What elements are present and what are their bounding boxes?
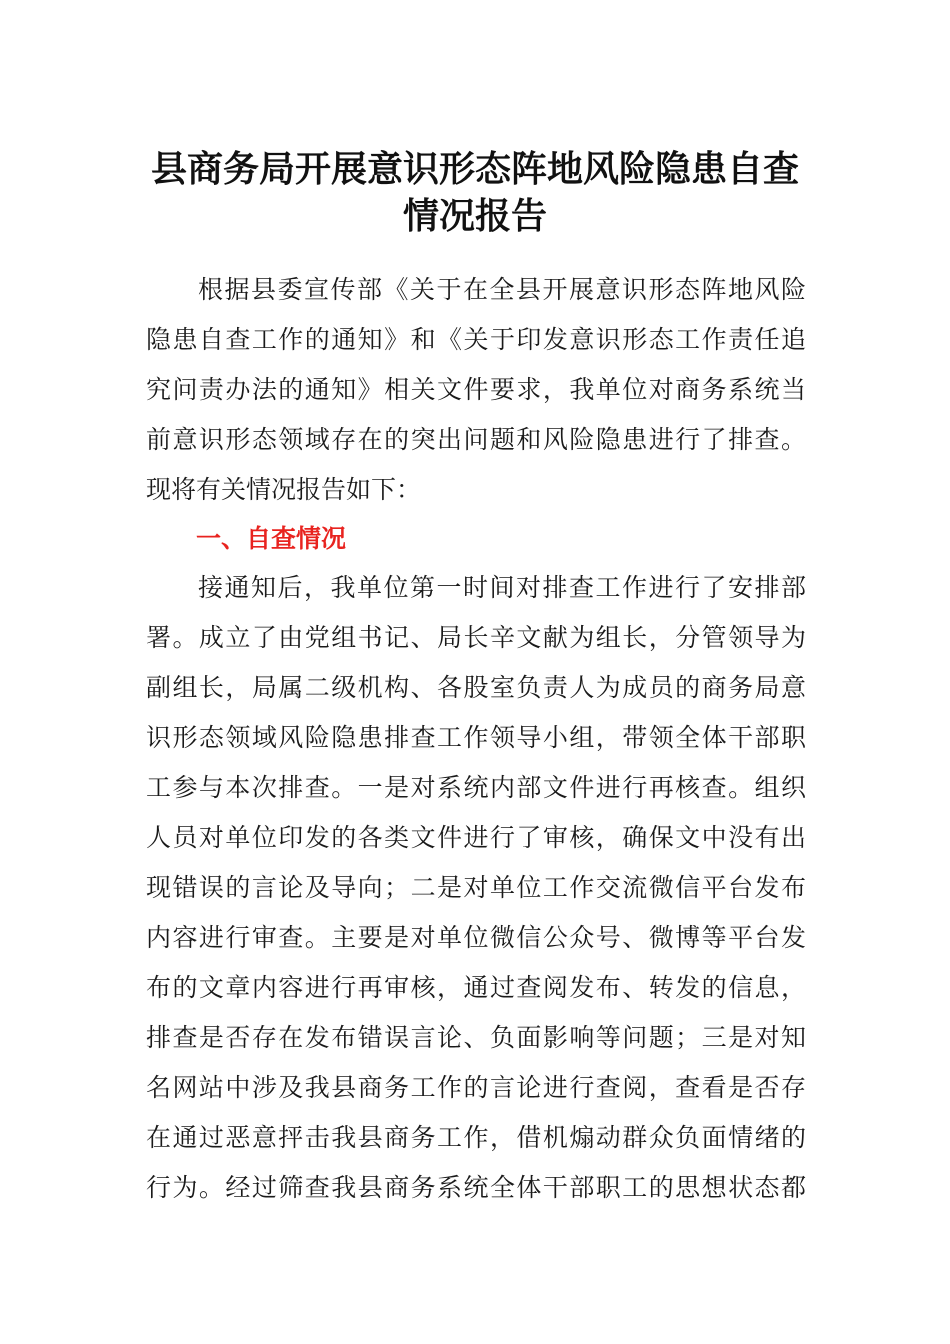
intro-line-3: 究问责办法的通知》相关文件要求，我单位对商务系统当 bbox=[146, 375, 806, 404]
intro-line-4: 前意识形态领域存在的突出问题和风险隐患进行了排查。 bbox=[146, 425, 806, 454]
section1-line-3: 副组长，局属二级机构、各股室负责人为成员的商务局意 bbox=[146, 673, 806, 702]
section1-line-1: 接通知后，我单位第一时间对排查工作进行了安排部 bbox=[198, 573, 806, 602]
section1-line-5: 工参与本次排查。一是对系统内部文件进行再核查。组织 bbox=[146, 773, 806, 802]
section1-line-11: 名网站中涉及我县商务工作的言论进行查阅，查看是否存 bbox=[146, 1073, 806, 1102]
section1-line-13: 行为。经过筛查我县商务系统全体干部职工的思想状态都 bbox=[146, 1173, 806, 1202]
section1-line-4: 识形态领域风险隐患排查工作领导小组，带领全体干部职 bbox=[146, 723, 806, 752]
intro-line-1: 根据县委宣传部《关于在全县开展意识形态阵地风险 bbox=[198, 275, 806, 304]
section1-line-7: 现错误的言论及导向；二是对单位工作交流微信平台发布 bbox=[146, 873, 806, 902]
section1-line-9: 布的文章内容进行再审核，通过查阅发布、转发的信息， bbox=[146, 973, 806, 1002]
section1-line-10: 排查是否存在发布错误言论、负面影响等问题；三是对知 bbox=[146, 1023, 806, 1052]
section1-line-6: 人员对单位印发的各类文件进行了审核，确保文中没有出 bbox=[146, 823, 806, 852]
intro-line-5: 现将有关情况报告如下： bbox=[146, 475, 422, 504]
intro-line-2: 隐患自查工作的通知》和《关于印发意识形态工作责任追 bbox=[146, 325, 806, 354]
section1-line-2: 署。成立了由党组书记、局长辛文献为组长，分管领导为 bbox=[146, 623, 806, 652]
section1-line-12: 在通过恶意抨击我县商务工作，借机煽动群众负面情绪的 bbox=[146, 1123, 806, 1152]
section-heading-self-check: 一、自查情况 bbox=[196, 524, 347, 553]
section1-line-8: 内容进行审查。主要是对单位微信公众号、微博等平台发 bbox=[146, 923, 806, 952]
document-title-line-2: 情况报告 bbox=[402, 195, 547, 237]
document-title-line-1: 县商务局开展意识形态阵地风险隐患自查 bbox=[150, 148, 799, 190]
